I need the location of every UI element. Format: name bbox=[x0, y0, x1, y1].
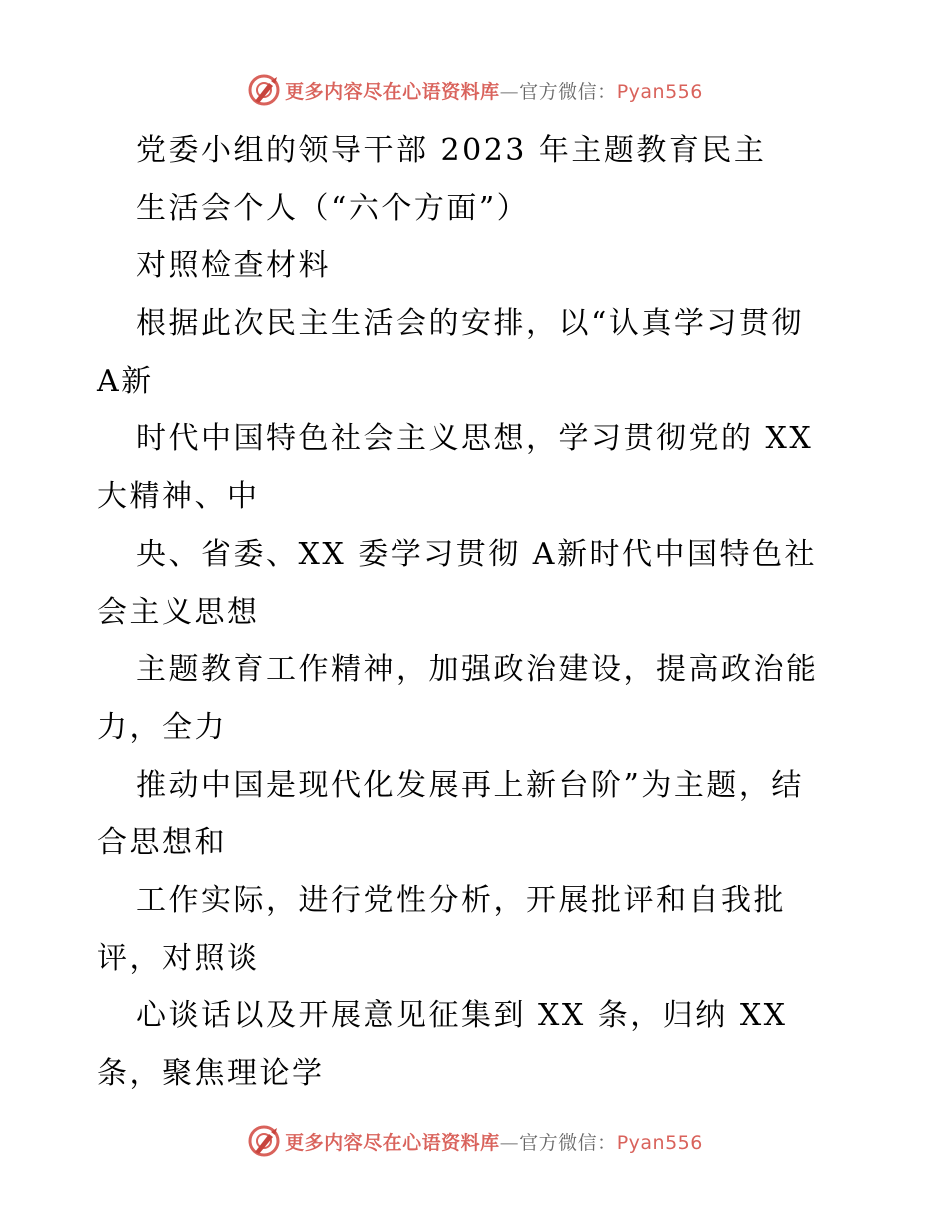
doc-text-line: A新 bbox=[97, 363, 154, 399]
watermark-account-id: Pyan556 bbox=[616, 80, 703, 103]
watermark-account-id: Pyan556 bbox=[616, 1131, 703, 1154]
watermark-text bbox=[285, 77, 703, 104]
document-body bbox=[97, 122, 857, 1103]
doc-text-line: 评，对照谈 bbox=[97, 940, 260, 976]
watermark-account-label: 官方微信： bbox=[519, 80, 617, 103]
doc-text-line: 合思想和 bbox=[97, 825, 227, 861]
doc-text-line: 主题教育工作精神，加强政治建设，提高政治能 bbox=[136, 652, 819, 688]
doc-text-line: 力，全力 bbox=[97, 709, 227, 745]
watermark-account-label: 官方微信： bbox=[519, 1131, 617, 1154]
doc-text-line: 根据此次民主生活会的安排，以“认真学习贯彻 bbox=[136, 306, 804, 342]
watermark-text bbox=[285, 1128, 703, 1155]
doc-text-line: 工作实际，进行党性分析，开展批评和自我批 bbox=[136, 882, 786, 918]
footer-watermark-banner bbox=[0, 1121, 950, 1161]
watermark-dash: — bbox=[499, 80, 520, 103]
doc-text-line: 央、省委、XX 委学习贯彻 A新时代中国特色社 bbox=[136, 536, 817, 572]
doc-title-line: 生活会个人（“六个方面”） bbox=[136, 190, 530, 226]
doc-text-line: 心谈话以及开展意见征集到 XX 条，归纳 XX bbox=[136, 998, 788, 1034]
doc-title-line: 对照检查材料 bbox=[136, 248, 331, 284]
watermark-brand: 更多内容尽在心语资料库 bbox=[285, 1131, 500, 1154]
doc-title-line: 党委小组的领导干部 2023 年主题教育民主 bbox=[136, 133, 767, 168]
pen-circle-logo-icon bbox=[247, 73, 281, 107]
watermark-brand: 更多内容尽在心语资料库 bbox=[285, 80, 500, 103]
doc-text-line: 会主义思想 bbox=[97, 594, 260, 630]
doc-paragraph bbox=[97, 295, 857, 1103]
watermark-dash: — bbox=[499, 1131, 520, 1154]
doc-text-line: 大精神、中 bbox=[97, 479, 260, 515]
doc-text-line: 推动中国是现代化发展再上新台阶”为主题，结 bbox=[136, 767, 804, 803]
header-watermark-banner bbox=[0, 70, 950, 110]
doc-text-line: 时代中国特色社会主义思想，学习贯彻党的 XX bbox=[136, 421, 814, 457]
doc-text-line: 条，聚焦理论学 bbox=[97, 1056, 325, 1091]
pen-circle-logo-icon bbox=[247, 1124, 281, 1158]
